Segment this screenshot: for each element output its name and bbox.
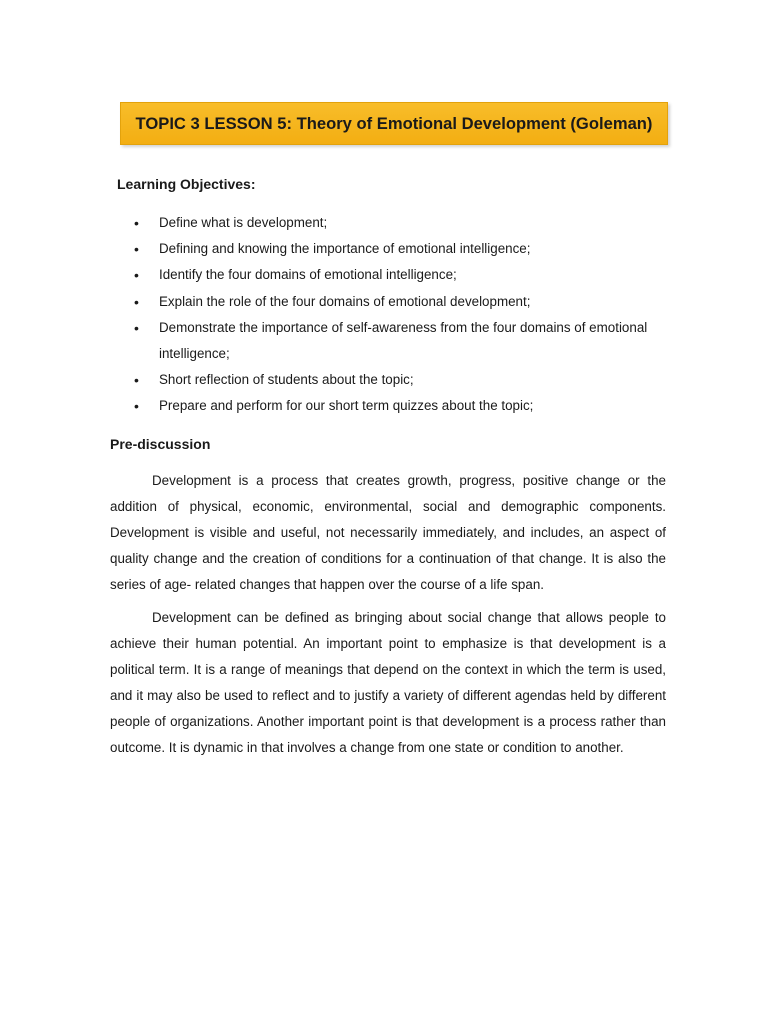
paragraph: Development is a process that creates growth, progress, positive change or the addition of physical, economic, environmental, social and demographic components. Development is visible and useful, not necessarily immediately, and includes, an aspect of quality change and the creation of conditions for a continuation of that change. It is also the series of age- related changes that happen over the course of a life span. [110, 473, 666, 593]
pre-discussion-heading: Pre-discussion [110, 436, 211, 452]
objective-item: • Defining and knowing the importance of emotional intelligence; [134, 236, 654, 262]
objective-item: • Identify the four domains of emotional intelligence; [134, 262, 654, 288]
title-banner [120, 102, 668, 145]
objective-item: • Short reflection of students about the topic; [134, 367, 654, 393]
objective-item: • Explain the role of the four domains of emotional development; [134, 289, 654, 315]
learning-objectives-list [134, 210, 654, 420]
objective-item: • Define what is development; [134, 210, 654, 236]
paragraph: Development can be defined as bringing about social change that allows people to achieve their human potential. An important point to emphasize is that development is a political term. It is a range of meanings that depend on the context in which the term is used, and it may also be used to reflect and to justify a variety of different agendas held by different people of organizations. Another important point is that development is a process rather than outcome. It is dynamic in that involves a change from one state or condition to another. [110, 610, 666, 756]
objective-item: • Prepare and perform for our short term quizzes about the topic; [134, 393, 654, 419]
objective-item: • Demonstrate the importance of self-awareness from the four domains of emotional intelligence; [134, 315, 654, 367]
learning-objectives-heading: Learning Objectives: [117, 176, 256, 192]
page-title: TOPIC 3 LESSON 5: Theory of Emotional Development (Goleman) [135, 113, 653, 133]
